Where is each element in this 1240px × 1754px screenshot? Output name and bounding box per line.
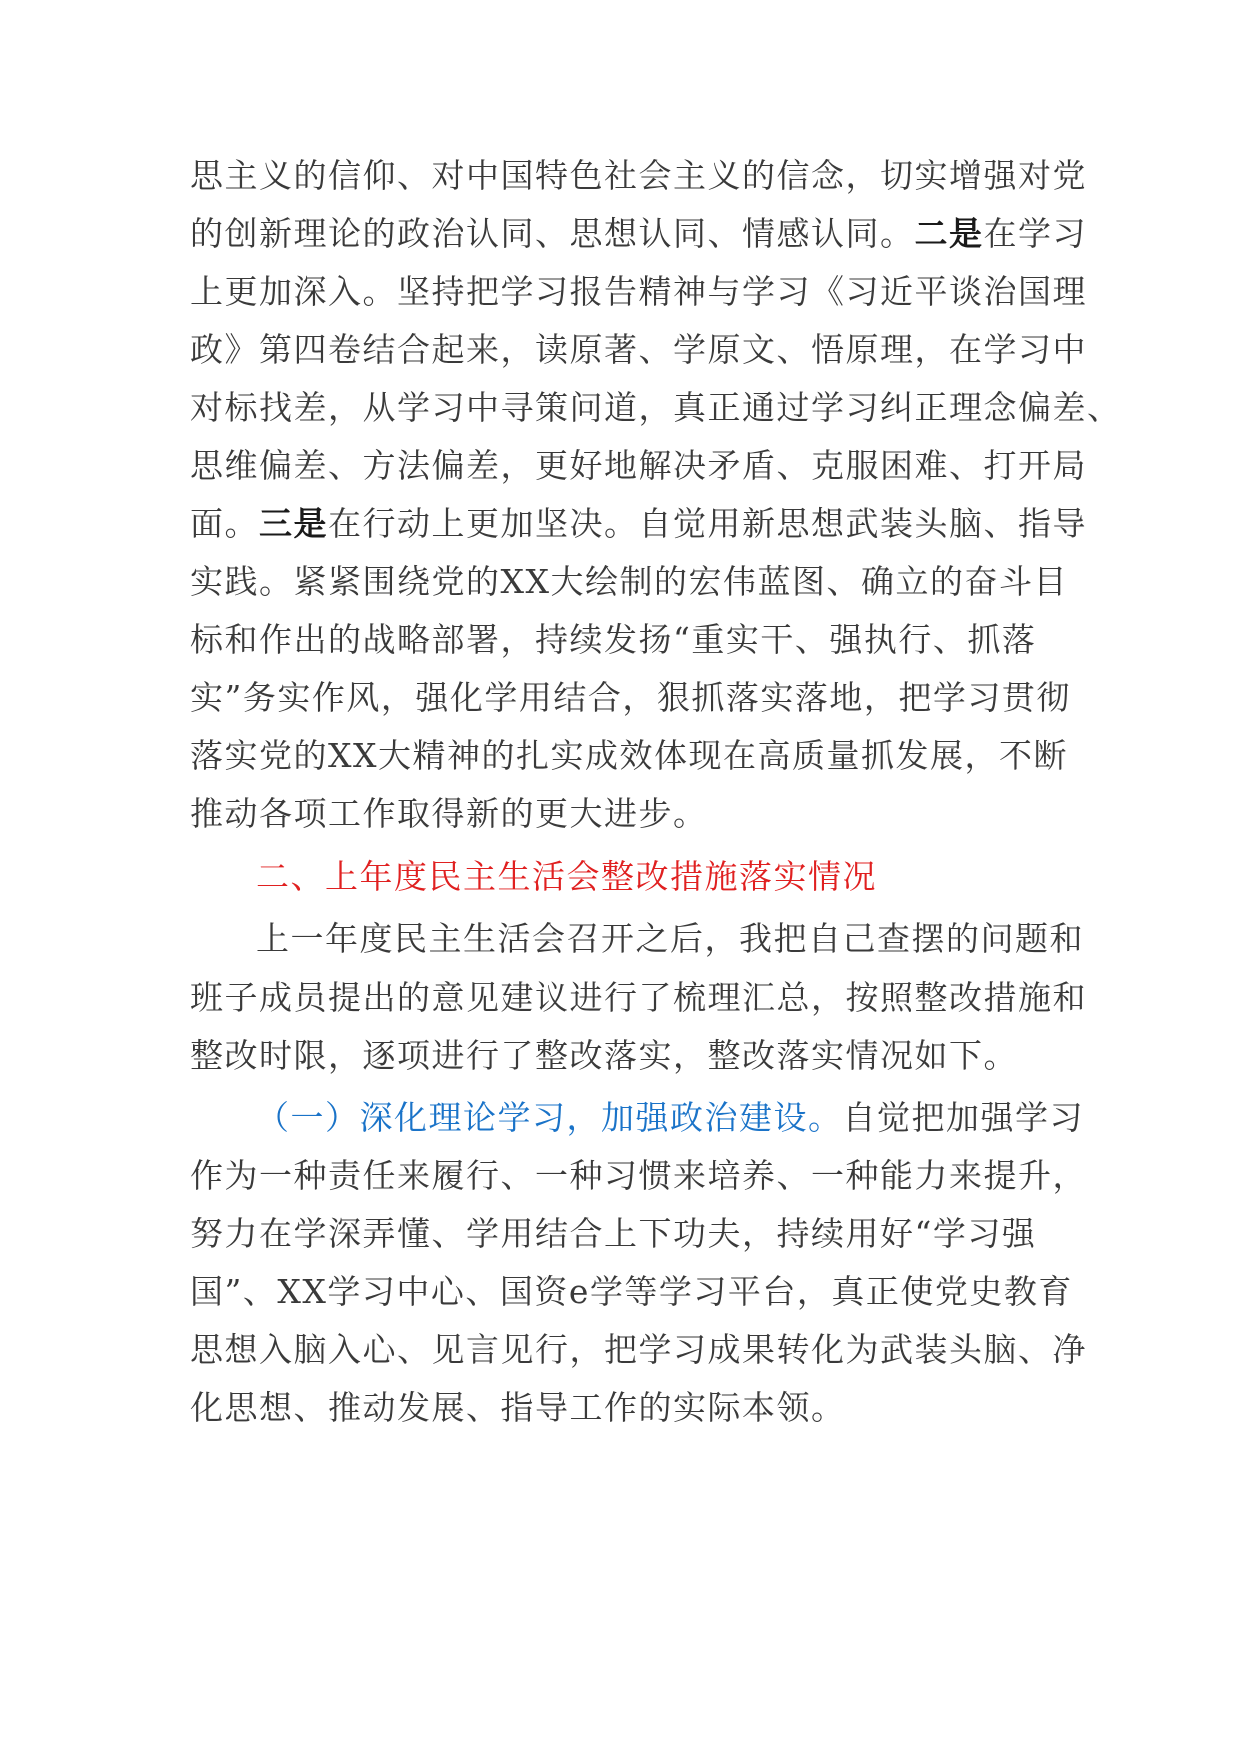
body-line: 努力在学深弄懂、学用结合上下功夫，持续用好“学习强 (190, 1214, 1037, 1253)
body-text: 在学习 (983, 214, 1087, 253)
body-line: 标和作出的战略部署，持续发扬“重实干、强执行、抓落 (190, 620, 1037, 659)
body-text: 自觉把加强学习 (842, 1098, 1084, 1137)
body-line: 实践。紧紧围绕党的XX大绘制的宏伟蓝图、确立的奋斗目 (190, 562, 1068, 601)
body-line: 上更加深入。坚持把学习报告精神与学习《习近平谈治国理 (190, 272, 1087, 311)
body-line (190, 212, 1087, 256)
body-text: 的创新理论的政治认同、思想认同、情感认同。 (190, 214, 915, 253)
emphasis-text: 三是 (259, 504, 328, 543)
body-line: 思想入脑入心、见言见行，把学习成果转化为武装头脑、净 (190, 1330, 1087, 1369)
emphasis-text: 二是 (914, 214, 984, 253)
body-line: 政》第四卷结合起来，读原著、学原文、悟原理，在学习中 (190, 330, 1087, 369)
body-line: 实”务实作风，强化学用结合，狠抓落实落地，把学习贯彻 (190, 678, 1071, 717)
body-line: 作为一种责任来履行、一种习惯来培养、一种能力来提升， (190, 1156, 1087, 1195)
subsection-heading: （一）深化理论学习，加强政治建设。 (256, 1098, 843, 1137)
section-heading: 二、上年度民主生活会整改措施落实情况 (256, 857, 877, 896)
body-line: 思主义的信仰、对中国特色社会主义的信念，切实增强对党 (190, 156, 1087, 195)
body-line: 班子成员提出的意见建议进行了梳理汇总，按照整改措施和 (190, 978, 1087, 1017)
body-line: 落实党的XX大精神的扎实成效体现在高质量抓发展，不断 (190, 736, 1068, 775)
body-line (190, 502, 1087, 546)
body-line: 上一年度民主生活会召开之后，我把自己查摆的问题和 (256, 919, 1084, 958)
body-line (256, 1096, 1084, 1140)
body-line: 对标找差，从学习中寻策问道，真正通过学习纠正理念偏差、 (190, 388, 1122, 427)
body-line: 化思想、推动发展、指导工作的实际本领。 (190, 1388, 846, 1427)
body-line: 整改时限，逐项进行了整改落实，整改落实情况如下。 (190, 1036, 1018, 1075)
body-text: 在行动上更加坚决。自觉用新思想武装头脑、指导 (328, 504, 1087, 543)
body-line: 推动各项工作取得新的更大进步。 (190, 794, 708, 833)
body-line: 思维偏差、方法偏差，更好地解决矛盾、克服困难、打开局 (190, 446, 1087, 485)
body-line: 国”、XX学习中心、国资e学等学习平台，真正使党史教育 (190, 1272, 1073, 1311)
body-text: 面。 (190, 504, 259, 543)
